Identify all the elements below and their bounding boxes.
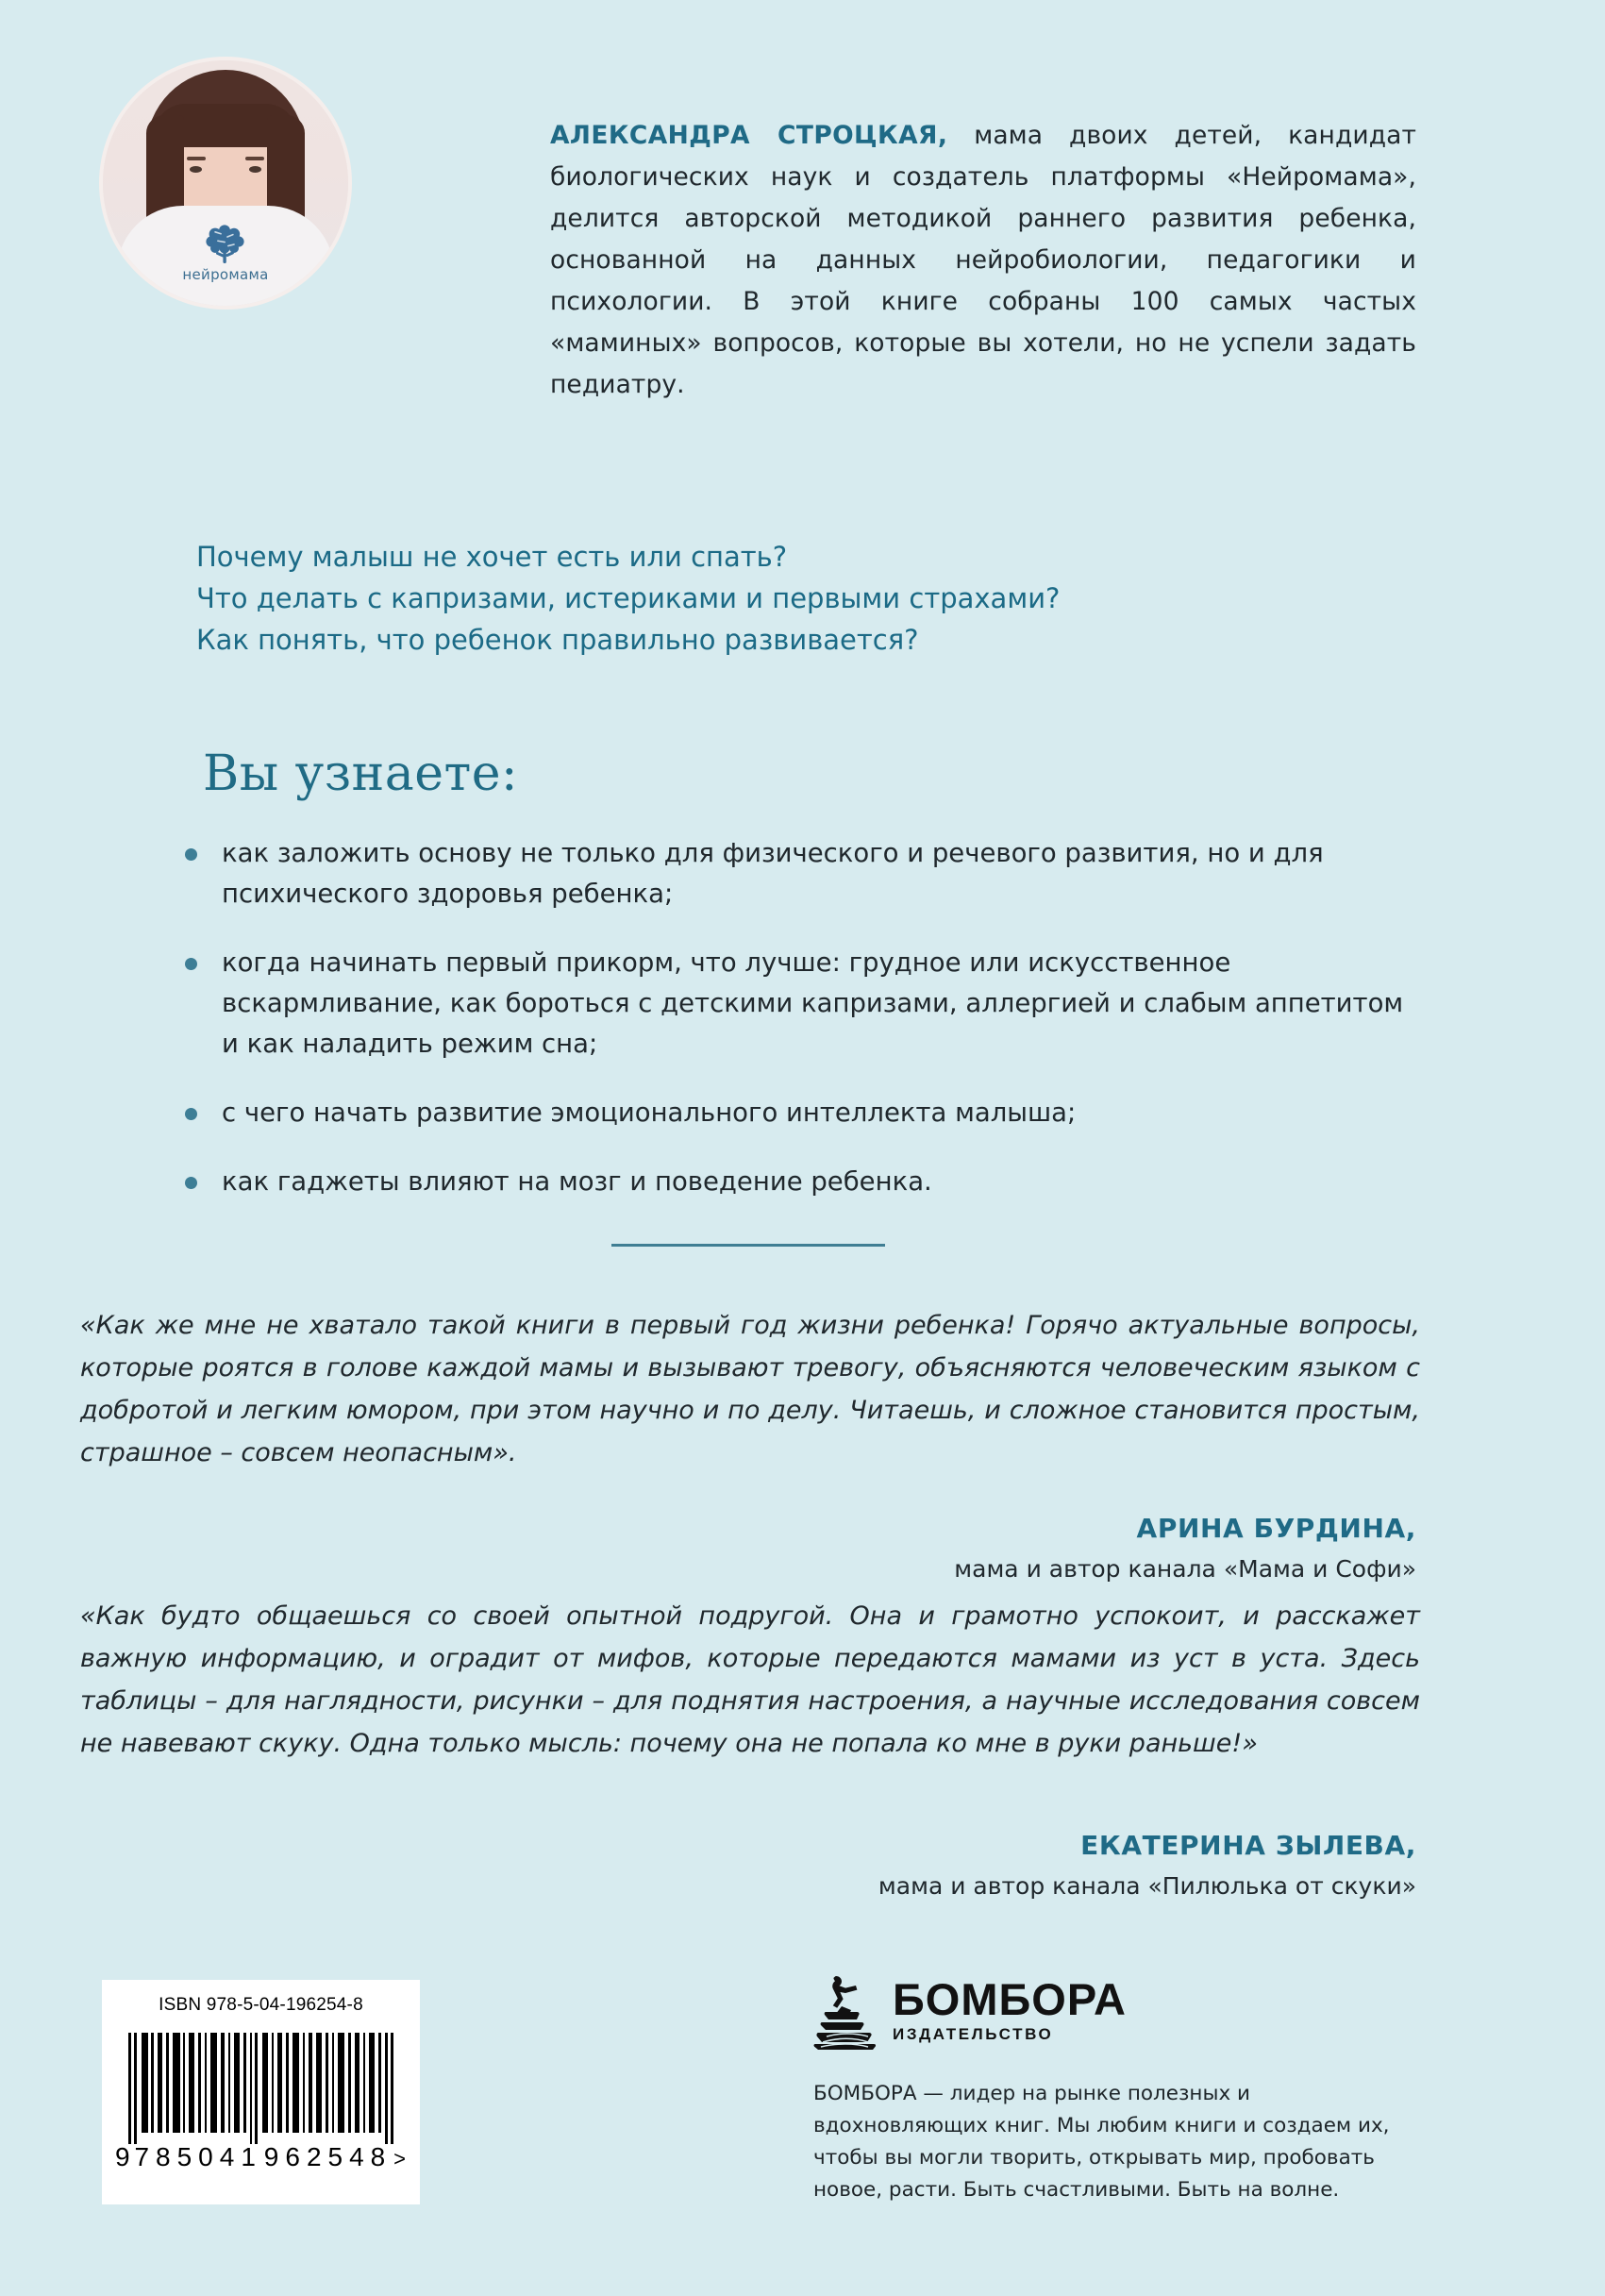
- barcode-digits: [113, 2142, 409, 2172]
- review-attribution: [954, 1510, 1416, 1588]
- section-divider: [611, 1244, 885, 1247]
- barcode-digit-group-1: 9: [115, 2142, 133, 2171]
- question-line-2: Что делать с капризами, истериками и первыми страхами?: [196, 582, 1061, 614]
- tshirt-brand-text: нейромама: [182, 266, 269, 283]
- reviewer-name: ЕКАТЕРИНА ЗЫЛЕВА,: [1080, 1830, 1416, 1861]
- question-line-1: Почему малыш не хочет есть или спать?: [196, 541, 788, 573]
- author-portrait: [103, 60, 348, 306]
- eye-left: [190, 166, 202, 173]
- reviewer-role: мама и автор канала «Мама и Софи»: [954, 1555, 1416, 1583]
- barcode-digit-group-3: 962548: [263, 2142, 393, 2171]
- isbn-label: ISBN 978-5-04-196254-8: [159, 1995, 363, 2015]
- author-bio-paragraph: [550, 115, 1416, 406]
- author-name: АЛЕКСАНДРА СТРОЦКАЯ,: [550, 121, 948, 150]
- brain-icon: [204, 225, 247, 264]
- eyebrow-right: [245, 157, 264, 160]
- author-section: [0, 0, 1605, 500]
- publisher-description: БОМБОРА — лидер на рынке полезных и вдохновляющих книг. Мы любим книги и создаем их, чтобы вы могли творить, открывать мир, пробовать новое, расти. Быть счастливыми. Быть на волне.: [813, 2082, 1390, 2202]
- list-item: когда начинать первый прикорм, что лучше: грудное или искусственное вскармливание, как бороться с детскими капризами, аллергией и слабым аппетитом и как наладить режим сна;: [162, 943, 1408, 1064]
- barcode-bars: [128, 2033, 393, 2144]
- portrait-background: [103, 60, 348, 306]
- eye-right: [249, 166, 261, 173]
- author-bio-text: мама двоих детей, кандидат биологических наук и создатель платформы «Нейромама», делится авторской методикой раннего развития ребенка, основанной на данных нейробиологии, педагогики и психологии. В этой книге собраны 100 самых частых «маминых» вопросов, которые вы хотели, но не успели задать педиатру.: [550, 121, 1416, 399]
- learn-heading: Вы узнаете:: [203, 746, 519, 802]
- question-line-3: Как понять, что ребенок правильно развивается?: [196, 624, 919, 656]
- reviewer-role: мама и автор канала «Пилюлька от скуки»: [878, 1872, 1416, 1900]
- publisher-subtitle: ИЗДАТЕЛЬСТВО: [893, 2025, 1054, 2043]
- barcode-block: [102, 1980, 420, 2204]
- barcode-digit-group-4: >: [393, 2147, 409, 2170]
- bombora-surfer-icon: [813, 1970, 878, 2050]
- questions-block: [196, 536, 1423, 661]
- list-item: с чего начать развитие эмоционального интеллекта малыша;: [162, 1093, 1408, 1133]
- eyebrow-left: [187, 157, 206, 160]
- publisher-wordmark: [893, 1976, 1127, 2044]
- reviewer-name: АРИНА БУРДИНА,: [1136, 1513, 1416, 1544]
- review-text: «Как же мне не хватало такой книги в первый год жизни ребенка! Горячо актуальные вопросы, которые роятся в голове каждой мамы и вызывают тревогу, объясняются человеческим языком с добротой и легким юмором, при этом научно и по делу. Читаешь, и сложное становится простым, страшное – совсем неопасным».: [80, 1311, 1420, 1467]
- list-item: как гаджеты влияют на мозг и поведение ребенка.: [162, 1162, 1408, 1202]
- learn-list: [162, 833, 1408, 1231]
- review-attribution: [878, 1827, 1416, 1905]
- publisher-block: [813, 1967, 1417, 2206]
- list-item: как заложить основу не только для физического и речевого развития, но и для психического здоровья ребенка;: [162, 833, 1408, 914]
- review-text: «Как будто общаешься со своей опытной подругой. Она и грамотно успокоит, и расскажет важную информацию, и оградит от мифов, которые передаются мамами из уст в уста. Здесь таблицы – для наглядности, рисунки – для поднятия настроения, а научные исследования совсем не навевают скуку. Одна только мысль: почему она не попала ко мне в руки раньше!»: [80, 1601, 1420, 1758]
- publisher-logo-row: [813, 1967, 1417, 2053]
- publisher-name: БОМБОРА: [893, 1974, 1127, 2024]
- barcode-digit-group-2: 785041: [134, 2142, 262, 2171]
